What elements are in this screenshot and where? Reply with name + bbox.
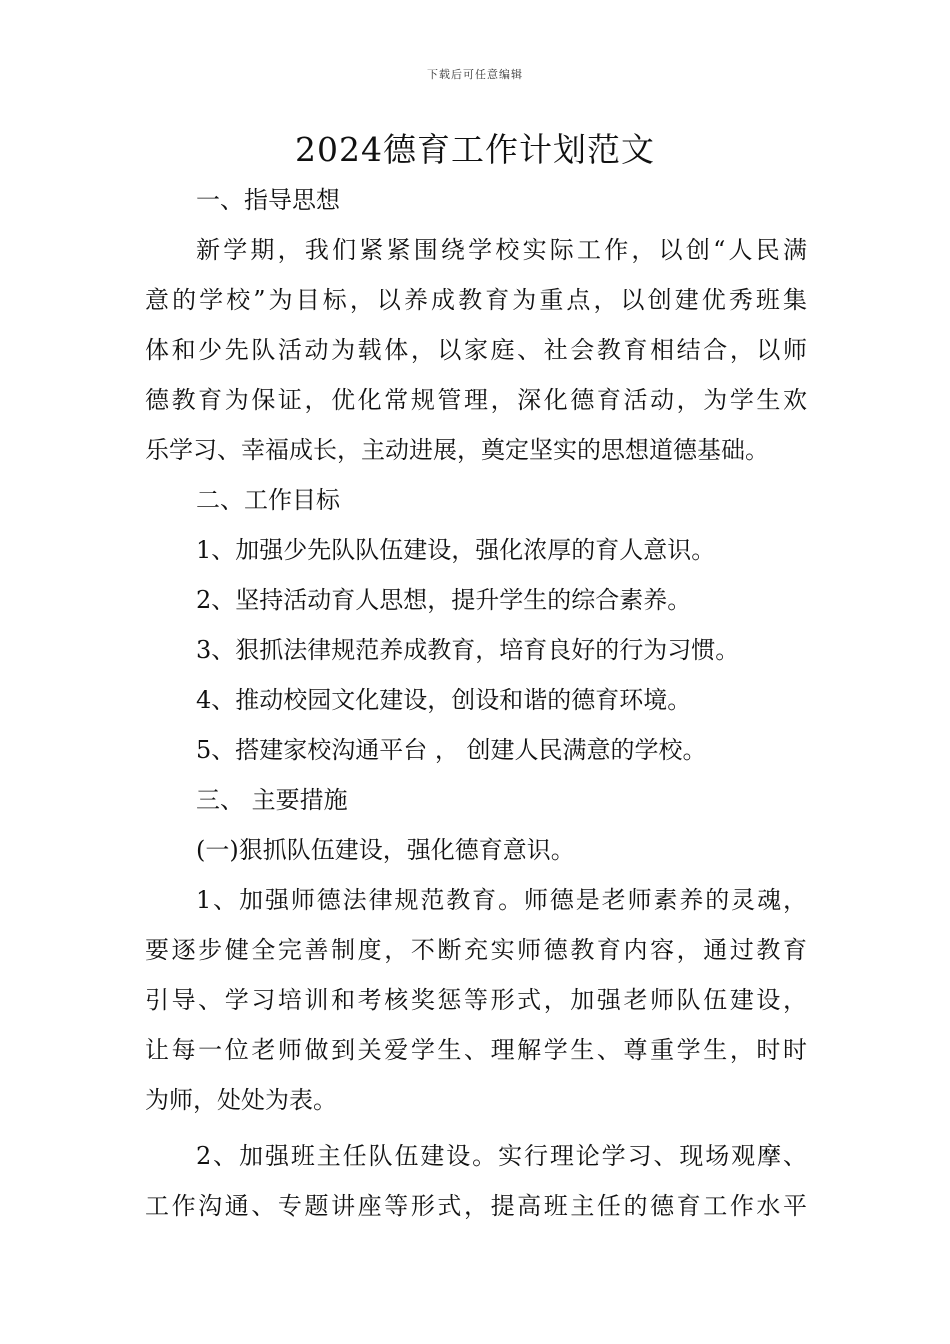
paragraph-line: 体和少先队活动为载体，以家庭、社会教育相结合，以师 bbox=[145, 336, 807, 364]
document-title: 2024德育工作计划范文 bbox=[295, 130, 655, 169]
section-heading: 一、指导思想 bbox=[196, 186, 340, 214]
list-item: 3、狠抓法律规范养成教育，培育良好的行为习惯。 bbox=[196, 636, 740, 664]
paragraph-line: 工作沟通、专题讲座等形式，提高班主任的德育工作水平 bbox=[145, 1192, 807, 1220]
section-heading: 二、工作目标 bbox=[196, 486, 340, 514]
paragraph-line: 德教育为保证，优化常规管理，深化德育活动，为学生欢 bbox=[145, 386, 807, 414]
list-item: 1、加强少先队队伍建设，强化浓厚的育人意识。 bbox=[196, 536, 716, 564]
paragraph-line: 乐学习、幸福成长，主动进展，奠定坚实的思想道德基础。 bbox=[145, 436, 769, 464]
paragraph-line: 引导、学习培训和考核奖惩等形式，加强老师队伍建设， bbox=[145, 986, 807, 1014]
paragraph-line: 意的学校”为目标，以养成教育为重点，以创建优秀班集 bbox=[145, 286, 807, 314]
list-item: 2、坚持活动育人思想，提升学生的综合素养。 bbox=[196, 586, 692, 614]
list-item: 5、搭建家校沟通平台 ， 创建人民满意的学校。 bbox=[196, 736, 707, 764]
header-note: 下载后可任意编辑 bbox=[427, 68, 523, 81]
paragraph-line: 2、加强班主任队伍建设。实行理论学习、现场观摩、 bbox=[196, 1142, 807, 1170]
paragraph-line: 要逐步健全完善制度，不断充实师德教育内容，通过教育 bbox=[145, 936, 807, 964]
subsection-heading: (一)狠抓队伍建设，强化德育意识。 bbox=[196, 836, 575, 864]
paragraph-line: 为师，处处为表。 bbox=[145, 1086, 337, 1114]
paragraph-line: 新学期，我们紧紧围绕学校实际工作，以创“人民满 bbox=[196, 236, 807, 264]
document-body bbox=[145, 175, 807, 1231]
section-heading: 三、 主要措施 bbox=[196, 786, 348, 814]
paragraph-line: 1、加强师德法律规范教育。师德是老师素养的灵魂， bbox=[196, 886, 807, 914]
paragraph-line: 让每一位老师做到关爱学生、理解学生、尊重学生，时时 bbox=[145, 1036, 807, 1064]
list-item: 4、推动校园文化建设，创设和谐的德育环境。 bbox=[196, 686, 692, 714]
